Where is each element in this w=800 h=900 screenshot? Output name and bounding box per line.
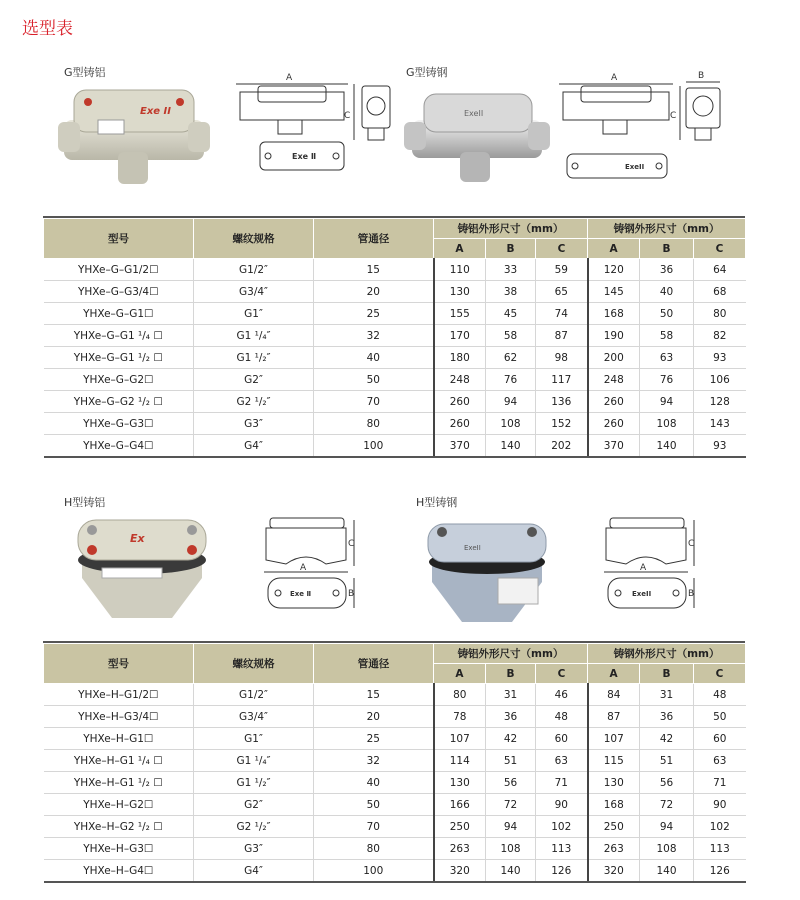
value-cell: 62 bbox=[486, 347, 536, 369]
table-row bbox=[44, 772, 746, 794]
value-cell: 126 bbox=[536, 860, 588, 883]
dim-a-label: A bbox=[640, 563, 647, 573]
value-cell: 48 bbox=[536, 706, 588, 728]
value-cell: 93 bbox=[694, 435, 746, 458]
group-aluminum: 铸铝外形尺寸（mm） bbox=[434, 219, 588, 239]
value-cell: 152 bbox=[536, 413, 588, 435]
value-cell: 155 bbox=[434, 303, 486, 325]
g-aluminum-side-drawing bbox=[342, 78, 398, 150]
sub-col: A bbox=[434, 239, 486, 259]
table-row bbox=[44, 728, 746, 750]
value-cell: 260 bbox=[434, 413, 486, 435]
model-cell: YHXe–H–G2☐ bbox=[44, 794, 194, 816]
value-cell: 36 bbox=[640, 259, 694, 281]
model-cell: YHXe–G–G1☐ bbox=[44, 303, 194, 325]
table-row bbox=[44, 391, 746, 413]
value-cell: 140 bbox=[486, 860, 536, 883]
value-cell: 108 bbox=[486, 413, 536, 435]
value-cell: 180 bbox=[434, 347, 486, 369]
sub-col: C bbox=[536, 239, 588, 259]
thread-cell: G3/4″ bbox=[194, 281, 314, 303]
value-cell: 56 bbox=[486, 772, 536, 794]
value-cell: 250 bbox=[434, 816, 486, 838]
dim-b-label: B bbox=[688, 589, 695, 599]
bore-cell: 32 bbox=[314, 325, 434, 347]
bore-cell: 25 bbox=[314, 728, 434, 750]
col-thread: 螺纹规格 bbox=[194, 644, 314, 684]
dim-c-label: C bbox=[670, 111, 677, 121]
value-cell: 250 bbox=[588, 816, 640, 838]
value-cell: 263 bbox=[588, 838, 640, 860]
col-model: 型号 bbox=[44, 219, 194, 259]
bore-cell: 50 bbox=[314, 369, 434, 391]
value-cell: 59 bbox=[536, 259, 588, 281]
table-row bbox=[44, 838, 746, 860]
value-cell: 71 bbox=[694, 772, 746, 794]
value-cell: 143 bbox=[694, 413, 746, 435]
value-cell: 140 bbox=[486, 435, 536, 458]
bore-cell: 32 bbox=[314, 750, 434, 772]
value-cell: 31 bbox=[486, 684, 536, 706]
g-spec-table bbox=[43, 218, 746, 458]
value-cell: 248 bbox=[434, 369, 486, 391]
value-cell: 90 bbox=[694, 794, 746, 816]
value-cell: 113 bbox=[536, 838, 588, 860]
sub-col: B bbox=[486, 664, 536, 684]
h-aluminum-label: H型铸铝 bbox=[64, 496, 106, 509]
value-cell: 87 bbox=[536, 325, 588, 347]
value-cell: 45 bbox=[486, 303, 536, 325]
value-cell: 320 bbox=[434, 860, 486, 883]
value-cell: 64 bbox=[694, 259, 746, 281]
model-cell: YHXe–H–G1☐ bbox=[44, 728, 194, 750]
value-cell: 370 bbox=[588, 435, 640, 458]
value-cell: 130 bbox=[588, 772, 640, 794]
thread-cell: G3/4″ bbox=[194, 706, 314, 728]
drawing-marking: ExeII bbox=[632, 590, 652, 598]
value-cell: 370 bbox=[434, 435, 486, 458]
bore-cell: 20 bbox=[314, 281, 434, 303]
table-row bbox=[44, 347, 746, 369]
model-cell: YHXe–H–G1 ¹/₄ ☐ bbox=[44, 750, 194, 772]
table-row bbox=[44, 259, 746, 281]
value-cell: 63 bbox=[694, 750, 746, 772]
model-cell: YHXe–G–G1 ¹/₂ ☐ bbox=[44, 347, 194, 369]
thread-cell: G1″ bbox=[194, 303, 314, 325]
value-cell: 145 bbox=[588, 281, 640, 303]
value-cell: 63 bbox=[640, 347, 694, 369]
col-thread: 螺纹规格 bbox=[194, 219, 314, 259]
table-row bbox=[44, 303, 746, 325]
value-cell: 140 bbox=[640, 435, 694, 458]
value-cell: 40 bbox=[640, 281, 694, 303]
value-cell: 136 bbox=[536, 391, 588, 413]
group-steel: 铸钢外形尺寸（mm） bbox=[588, 219, 746, 239]
value-cell: 170 bbox=[434, 325, 486, 347]
sub-col: B bbox=[640, 664, 694, 684]
bore-cell: 25 bbox=[314, 303, 434, 325]
thread-cell: G1 ¹/₂″ bbox=[194, 347, 314, 369]
dim-a-label: A bbox=[611, 73, 618, 83]
value-cell: 117 bbox=[536, 369, 588, 391]
h-steel-label: H型铸钢 bbox=[416, 496, 458, 509]
thread-cell: G2 ¹/₂″ bbox=[194, 816, 314, 838]
value-cell: 50 bbox=[640, 303, 694, 325]
value-cell: 263 bbox=[434, 838, 486, 860]
thread-cell: G4″ bbox=[194, 860, 314, 883]
table-row bbox=[44, 325, 746, 347]
page-title: 选型表 bbox=[22, 19, 73, 39]
value-cell: 31 bbox=[640, 684, 694, 706]
h-steel-drawing bbox=[596, 510, 706, 620]
value-cell: 168 bbox=[588, 303, 640, 325]
table-row bbox=[44, 706, 746, 728]
value-cell: 76 bbox=[640, 369, 694, 391]
col-bore: 管通径 bbox=[314, 219, 434, 259]
value-cell: 80 bbox=[694, 303, 746, 325]
value-cell: 36 bbox=[486, 706, 536, 728]
value-cell: 87 bbox=[588, 706, 640, 728]
model-cell: YHXe–G–G1 ¹/₄ ☐ bbox=[44, 325, 194, 347]
table-row bbox=[44, 860, 746, 883]
value-cell: 90 bbox=[536, 794, 588, 816]
value-cell: 72 bbox=[640, 794, 694, 816]
value-cell: 71 bbox=[536, 772, 588, 794]
h-steel-box-photo bbox=[412, 510, 562, 628]
bore-cell: 80 bbox=[314, 838, 434, 860]
model-cell: YHXe–H–G3/4☐ bbox=[44, 706, 194, 728]
value-cell: 260 bbox=[434, 391, 486, 413]
bore-cell: 20 bbox=[314, 706, 434, 728]
value-cell: 107 bbox=[588, 728, 640, 750]
bore-cell: 70 bbox=[314, 391, 434, 413]
value-cell: 202 bbox=[536, 435, 588, 458]
group-aluminum: 铸铝外形尺寸（mm） bbox=[434, 644, 588, 664]
sub-col: A bbox=[434, 664, 486, 684]
value-cell: 94 bbox=[640, 391, 694, 413]
value-cell: 42 bbox=[486, 728, 536, 750]
model-cell: YHXe–G–G3/4☐ bbox=[44, 281, 194, 303]
dim-b-label: B bbox=[698, 71, 705, 81]
bore-cell: 100 bbox=[314, 435, 434, 458]
value-cell: 260 bbox=[588, 391, 640, 413]
thread-cell: G1/2″ bbox=[194, 259, 314, 281]
group-steel: 铸钢外形尺寸（mm） bbox=[588, 644, 746, 664]
value-cell: 166 bbox=[434, 794, 486, 816]
model-cell: YHXe–H–G2 ¹/₂ ☐ bbox=[44, 816, 194, 838]
value-cell: 248 bbox=[588, 369, 640, 391]
value-cell: 50 bbox=[694, 706, 746, 728]
value-cell: 108 bbox=[486, 838, 536, 860]
h-aluminum-marking: Ex bbox=[130, 532, 145, 545]
value-cell: 63 bbox=[536, 750, 588, 772]
bore-cell: 50 bbox=[314, 794, 434, 816]
value-cell: 38 bbox=[486, 281, 536, 303]
g-aluminum-box-photo bbox=[54, 82, 214, 194]
value-cell: 65 bbox=[536, 281, 588, 303]
value-cell: 114 bbox=[434, 750, 486, 772]
bore-cell: 15 bbox=[314, 259, 434, 281]
g-steel-label: G型铸钢 bbox=[406, 66, 448, 79]
value-cell: 260 bbox=[588, 413, 640, 435]
table-row bbox=[44, 750, 746, 772]
h-steel-marking: ExeII bbox=[464, 544, 481, 552]
value-cell: 106 bbox=[694, 369, 746, 391]
thread-cell: G1 ¹/₄″ bbox=[194, 750, 314, 772]
table-row bbox=[44, 816, 746, 838]
value-cell: 110 bbox=[434, 259, 486, 281]
value-cell: 48 bbox=[694, 684, 746, 706]
sub-col: B bbox=[640, 239, 694, 259]
thread-cell: G2 ¹/₂″ bbox=[194, 391, 314, 413]
dim-a-label: A bbox=[286, 73, 293, 83]
thread-cell: G1 ¹/₄″ bbox=[194, 325, 314, 347]
value-cell: 168 bbox=[588, 794, 640, 816]
bore-cell: 100 bbox=[314, 860, 434, 883]
thread-cell: G1″ bbox=[194, 728, 314, 750]
value-cell: 94 bbox=[486, 816, 536, 838]
table-row bbox=[44, 413, 746, 435]
table-row bbox=[44, 794, 746, 816]
model-cell: YHXe–G–G1/2☐ bbox=[44, 259, 194, 281]
value-cell: 93 bbox=[694, 347, 746, 369]
value-cell: 46 bbox=[536, 684, 588, 706]
g-aluminum-marking: Exe II bbox=[140, 106, 171, 117]
thread-cell: G2″ bbox=[194, 369, 314, 391]
drawing-marking: Exe Ⅱ bbox=[290, 590, 312, 598]
value-cell: 130 bbox=[434, 772, 486, 794]
model-cell: YHXe–H–G3☐ bbox=[44, 838, 194, 860]
sub-col: C bbox=[694, 239, 746, 259]
sub-col: A bbox=[588, 664, 640, 684]
model-cell: YHXe–H–G1 ¹/₂ ☐ bbox=[44, 772, 194, 794]
h-aluminum-drawing bbox=[256, 510, 366, 620]
table-row bbox=[44, 435, 746, 458]
value-cell: 84 bbox=[588, 684, 640, 706]
value-cell: 98 bbox=[536, 347, 588, 369]
value-cell: 115 bbox=[588, 750, 640, 772]
drawing-marking: ExeII bbox=[625, 163, 645, 171]
value-cell: 94 bbox=[640, 816, 694, 838]
dim-c-label: C bbox=[688, 539, 695, 549]
model-cell: YHXe–G–G3☐ bbox=[44, 413, 194, 435]
g-steel-box-photo bbox=[402, 82, 552, 194]
value-cell: 320 bbox=[588, 860, 640, 883]
value-cell: 42 bbox=[640, 728, 694, 750]
dim-b-label: B bbox=[348, 589, 355, 599]
h-spec-table bbox=[43, 643, 746, 883]
bore-cell: 15 bbox=[314, 684, 434, 706]
sub-col: C bbox=[694, 664, 746, 684]
thread-cell: G3″ bbox=[194, 413, 314, 435]
value-cell: 56 bbox=[640, 772, 694, 794]
model-cell: YHXe–G–G4☐ bbox=[44, 435, 194, 458]
model-cell: YHXe–H–G4☐ bbox=[44, 860, 194, 883]
value-cell: 130 bbox=[434, 281, 486, 303]
value-cell: 120 bbox=[588, 259, 640, 281]
col-model: 型号 bbox=[44, 644, 194, 684]
bore-cell: 40 bbox=[314, 347, 434, 369]
model-cell: YHXe–G–G2☐ bbox=[44, 369, 194, 391]
value-cell: 102 bbox=[694, 816, 746, 838]
thread-cell: G1 ¹/₂″ bbox=[194, 772, 314, 794]
thread-cell: G4″ bbox=[194, 435, 314, 458]
value-cell: 33 bbox=[486, 259, 536, 281]
table-row bbox=[44, 684, 746, 706]
col-bore: 管通径 bbox=[314, 644, 434, 684]
bore-cell: 80 bbox=[314, 413, 434, 435]
model-cell: YHXe–G–G2 ¹/₂ ☐ bbox=[44, 391, 194, 413]
value-cell: 126 bbox=[694, 860, 746, 883]
value-cell: 76 bbox=[486, 369, 536, 391]
h-aluminum-box-photo bbox=[62, 508, 222, 626]
value-cell: 78 bbox=[434, 706, 486, 728]
value-cell: 113 bbox=[694, 838, 746, 860]
value-cell: 94 bbox=[486, 391, 536, 413]
value-cell: 74 bbox=[536, 303, 588, 325]
value-cell: 51 bbox=[640, 750, 694, 772]
sub-col: B bbox=[486, 239, 536, 259]
dim-c-label: C bbox=[348, 539, 355, 549]
value-cell: 108 bbox=[640, 413, 694, 435]
value-cell: 200 bbox=[588, 347, 640, 369]
thread-cell: G1/2″ bbox=[194, 684, 314, 706]
thread-cell: G3″ bbox=[194, 838, 314, 860]
value-cell: 51 bbox=[486, 750, 536, 772]
g-aluminum-label: G型铸铝 bbox=[64, 66, 106, 79]
bore-cell: 70 bbox=[314, 816, 434, 838]
value-cell: 72 bbox=[486, 794, 536, 816]
dim-a-label: A bbox=[300, 563, 307, 573]
value-cell: 80 bbox=[434, 684, 486, 706]
sub-col: C bbox=[536, 664, 588, 684]
drawing-marking: Exe Ⅱ bbox=[292, 152, 317, 161]
bore-cell: 40 bbox=[314, 772, 434, 794]
table-row bbox=[44, 369, 746, 391]
model-cell: YHXe–H–G1/2☐ bbox=[44, 684, 194, 706]
sub-col: A bbox=[588, 239, 640, 259]
value-cell: 190 bbox=[588, 325, 640, 347]
value-cell: 60 bbox=[536, 728, 588, 750]
value-cell: 68 bbox=[694, 281, 746, 303]
value-cell: 36 bbox=[640, 706, 694, 728]
g-steel-side-drawing bbox=[668, 70, 728, 150]
value-cell: 107 bbox=[434, 728, 486, 750]
g-steel-marking: ExeII bbox=[464, 109, 484, 118]
value-cell: 140 bbox=[640, 860, 694, 883]
value-cell: 82 bbox=[694, 325, 746, 347]
value-cell: 102 bbox=[536, 816, 588, 838]
thread-cell: G2″ bbox=[194, 794, 314, 816]
table-row bbox=[44, 281, 746, 303]
value-cell: 128 bbox=[694, 391, 746, 413]
value-cell: 58 bbox=[486, 325, 536, 347]
value-cell: 58 bbox=[640, 325, 694, 347]
dim-c-label: C bbox=[344, 111, 351, 121]
value-cell: 108 bbox=[640, 838, 694, 860]
value-cell: 60 bbox=[694, 728, 746, 750]
